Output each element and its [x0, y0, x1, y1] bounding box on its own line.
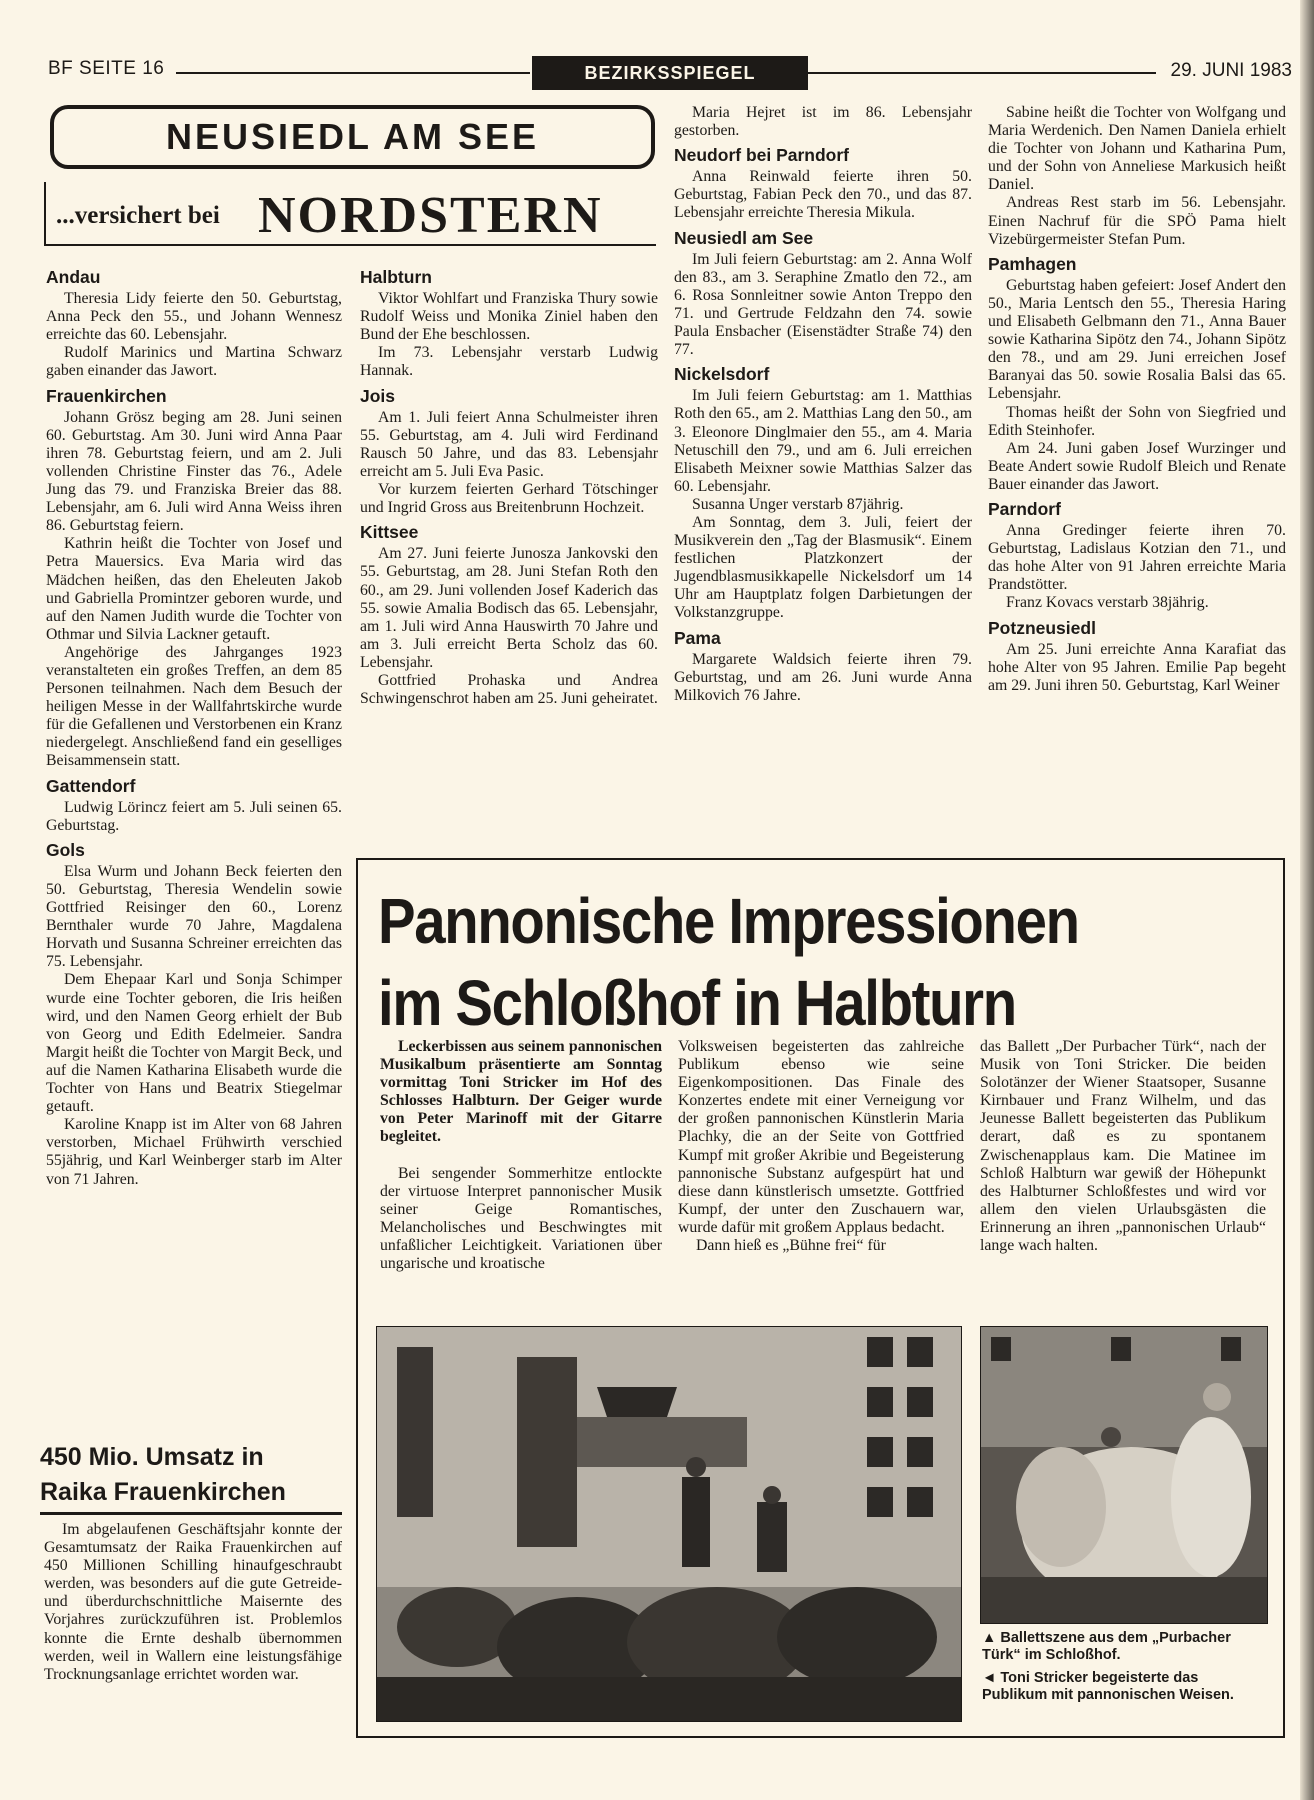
paragraph: das Ballett „Der Purbacher Türk“, nach der Musik von Toni Stricker. Die beiden Solotänzer der Wiener Staatsoper, Susanne Kirnbauer und Franz Wilhelm, und das Jeunesse Ballett begeisterten das Publikum derart, daß es zu spontanem Zwischenapplaus kam. Die Matinee im Schloß Halbturn war gewiß der Höhepunkt des Halbturner Schloßfestes und wird vor allem den vielen Urlaubsgästen die Erinnerung an ihren „pannonischen Urlaub“ lange wach halten. — [980, 1038, 1266, 1255]
region-title: NEUSIEDL AM SEE — [165, 116, 540, 157]
paragraph: Sabine heißt die Tochter von Wolfgang und Maria Werdenich. Den Namen Daniela erhielt die Tochter von Johann und Katharina Pum, und der Sohn von Anneliese Markusich heißt Daniel. — [988, 104, 1286, 194]
section-title-andau: Andau — [46, 267, 101, 287]
paragraph: Theresia Lidy feierte den 50. Geburtstag, Anna Peck den 55., und Johann Wennesz erreichte das 60. Lebensjahr. — [46, 290, 342, 344]
concert-photo-image — [377, 1327, 961, 1721]
paragraph: Bei sengender Sommerhitze entlockte der virtuose Interpret pannonischer Musik seiner Geige Romantisches, Melancholisches und Beschwingtes mit unfaßlicher Leichtigkeit. Variationen über ungarische und kroatische — [380, 1164, 662, 1273]
section-title-potzneusiedl: Potzneusiedl — [988, 617, 1096, 638]
paragraph: Dann hieß es „Bühne frei“ für — [696, 1237, 886, 1255]
paragraph: Geburtstag haben gefeiert: Josef Andert den 50., Maria Lentsch den 55., Theresia Haring und Elisabeth Gelbmann den 71., Anna Bauer sowie Katharina Sipötz den 74., Johann Sipötz den 78., und am 29. Juni erreichen Josef Baranyai das 50. sowie Rosalia Balsi das 65. Lebensjahr. — [988, 276, 1286, 403]
section-title-nickelsdorf: Nickelsdorf — [674, 364, 770, 385]
section-title-pamhagen: Pamhagen — [988, 253, 1077, 274]
paragraph: Andreas Rest starb im 56. Lebensjahr. Einen Nachruf für die SPÖ Pama hielt Vizebürgermeister Stefan Pum. — [988, 194, 1286, 248]
feature-headline-line-2: im Schloßhof in Halbturn — [378, 967, 1016, 1039]
section-title-pama: Pama — [674, 627, 721, 648]
paragraph: Anna Gredinger feierte ihren 70. Geburtstag, Ladislaus Kotzian den 71., und das hohe Alter von 91 Jahren erreichte Maria Prandstötter. — [988, 522, 1286, 594]
column-4 — [988, 104, 1286, 695]
feature-headline — [378, 880, 1079, 1044]
paragraph: Johann Grösz beging am 28. Juni seinen 60. Geburtstag. Am 30. Juni wird Anna Paar ihren 78. Geburtstag feiern, und am 2. Juli vollenden Christine Finster das 76., Adele Jung das 79. und Franziska Breier das 88. Lebensjahr, am 6. Juli wird Anna Weiss ihren 86. Geburtstag feiern. — [46, 408, 342, 535]
region-title-box — [50, 105, 655, 169]
header-rule-right — [806, 72, 1156, 74]
paragraph: Viktor Wohlfart und Franziska Thury sowie Rudolf Weiss und Monika Ziniel haben den Bund der Ehe beschlossen. — [360, 290, 658, 344]
paragraph: Vor kurzem feierten Gerhard Tötschinger und Ingrid Gross aus Breitenbrunn Hochzeit. — [360, 481, 658, 517]
section-title-gattendorf: Gattendorf — [46, 775, 136, 796]
section-title-neudorf: Neudorf bei Parndorf — [674, 145, 850, 166]
feature-column-1 — [380, 1038, 662, 1273]
raika-body — [40, 1521, 342, 1684]
section-title-gols: Gols — [46, 839, 85, 860]
page-edge — [1300, 0, 1314, 1800]
ad-tagline: ...versichert bei — [56, 202, 220, 229]
concert-photo — [376, 1326, 962, 1722]
raika-headline-2: Raika Frauenkirchen — [40, 1478, 286, 1506]
header-rule-left — [176, 72, 530, 74]
section-title-halbturn: Halbturn — [360, 267, 432, 287]
feature-headline-line-1: Pannonische Impressionen — [378, 885, 1079, 957]
section-title-parndorf: Parndorf — [988, 498, 1061, 519]
paragraph: Elsa Wurm und Johann Beck feierten den 50. Geburtstag, Theresia Wendelin sowie Gottfried Reisinger den 60., Lorenz Bernthaler wurde 70 Jahre, Magdalena Horvath und Susanna Schreiner erreichten das 75. Lebensjahr. — [46, 862, 342, 971]
section-title-frauenkirchen: Frauenkirchen — [46, 385, 167, 406]
nordstern-ad — [44, 182, 656, 246]
ballet-photo — [980, 1326, 1268, 1624]
column-2 — [360, 262, 658, 708]
paragraph: Rudolf Marinics und Martina Schwarz gaben einander das Jawort. — [46, 344, 342, 380]
ballet-photo-image — [981, 1327, 1267, 1623]
section-label-box — [532, 56, 808, 90]
feature-column-2 — [678, 1038, 964, 1255]
paragraph: Am 1. Juli feiert Anna Schulmeister ihren 55. Geburtstag, am 4. Juli wird Ferdinand Rausch 50 Jahre, und das 83. Lebensjahr erreicht am 5. Juli Eva Pasic. — [360, 408, 658, 480]
paragraph: Thomas heißt der Sohn von Siegfried und Edith Steinhofer. — [988, 403, 1286, 439]
paragraph: Am 24. Juni gaben Josef Wurzinger und Beate Andert sowie Rudolf Bleich und Renate Bauer einander das Jawort. — [988, 439, 1286, 493]
paragraph: Susanna Unger verstarb 87jährig. — [692, 495, 904, 513]
concert-caption: ◄ Toni Stricker begeisterte das Publikum mit pannonischen Weisen. — [982, 1670, 1234, 1703]
column-1 — [46, 262, 342, 1189]
page-label: BF SEITE 16 — [48, 58, 165, 79]
paragraph: Franz Kovacs verstarb 38jährig. — [1006, 594, 1209, 612]
section-label: BEZIRKSSPIEGEL — [584, 62, 756, 83]
paragraph: Margarete Waldsich feierte ihren 79. Geburtstag, und am 26. Juni wurde Anna Milkovich 76 Jahre. — [674, 650, 972, 704]
paragraph: Im abgelaufenen Geschäftsjahr konnte der Gesamtumsatz der Raika Frauenkirchen auf 450 Millionen Schilling hinaufgeschraubt werden, was besonders auf die gute Getreide- und überdurchschnittliche Maisernte des Vorjahres zurückzuführen ist. Problemlos konnte die Ernte deshalb übernommen werden, weil in Wallern eine leistungsfähige Trocknungsanlage errichtet worden war. — [44, 1521, 342, 1683]
page-date: 29. JUNI 1983 — [1170, 60, 1292, 81]
ballet-caption: ▲ Ballettszene aus dem „Purbacher Türk“ im Schloßhof. — [982, 1630, 1231, 1663]
raika-article — [40, 1440, 342, 1684]
paragraph: Dem Ehepaar Karl und Sonja Schimper wurde eine Tochter geboren, die Iris heißen wird, und den Namen Georg erhielt der Bub von Georg und Edith Edelmeier. Sandra Margit heißt die Tochter von Margit Beck, und auf die Namen Katharina Elisabeth wurde die Tochter von Hans und Beatrix Stiegelmar getauft. — [46, 971, 342, 1116]
paragraph: Volksweisen begeisterten das zahlreiche Publikum ebenso wie seine Eigenkompositionen. Das Finale des Konzertes endete mit einer Verneigung vor der großen pannonischen Künstlerin Maria Plachky, die an der Seite von Gottfried Kumpf mit großer Akribie und Begeisterung pannonische Substanz aufgespürt hat und diese dann künstlerisch umsetzte. Gottfried Kumpf, der unter den Zuschauern war, wurde dafür mit großem Applaus bedacht. — [678, 1038, 964, 1236]
paragraph: Angehörige des Jahrganges 1923 veranstalteten ein großes Treffen, an dem 85 Personen teilnahmen. Nach dem Besuch der heiligen Messe in der Wallfahrtskirche wurde für die Gefallenen und Verstorbenen ein Kranz niedergelegt. Anschließend fand ein geselliges Beisammensein statt. — [46, 643, 342, 770]
paragraph: Gottfried Prohaska und Andrea Schwingenschrot haben am 25. Juni geheiratet. — [360, 671, 658, 708]
feature-lead: Leckerbissen aus seinem pannonischen Musikalbum präsentierte am Sonntag vormittag Toni Stricker im Hof des Schlosses Halbturn. Der Geiger wurde von Peter Marinoff mit der Gitarre begleitet. — [380, 1038, 662, 1146]
paragraph: Im Juli feiern Geburtstag: am 2. Anna Wolf den 83., am 3. Seraphine Zmatlo den 72., am 6. Rosa Sonnleitner sowie Anton Treppo den 71. und Gertrude Feldzahn den 74. sowie Paula Ensbacher (Eisenstädter Straße 74) den 77. — [674, 250, 972, 359]
paragraph: Im 73. Lebensjahr verstarb Ludwig Hannak. — [360, 344, 658, 380]
section-title-neusiedl: Neusiedl am See — [674, 227, 814, 248]
paragraph: Im Juli feiern Geburtstag: am 1. Matthias Roth den 65., am 2. Matthias Lang den 50., am 3. Eleonore Dinglmaier den 55., am 4. Maria Netuschill den 79., und am 6. Juli erreichen Elisabeth Meixner sowie Matthias Salzer das 60. Lebensjahr. — [674, 387, 972, 495]
paragraph: Ludwig Lörincz feiert am 5. Juli seinen 65. Geburtstag. — [46, 798, 342, 834]
section-title-jois: Jois — [360, 385, 396, 406]
raika-headline-1: 450 Mio. Umsatz in — [40, 1443, 264, 1471]
paragraph: Anna Reinwald feierte ihren 50. Geburtstag, Fabian Peck den 70., und das 87. Lebensjahr erreichte Theresia Mikula. — [674, 168, 972, 222]
paragraph: Maria Hejret ist im 86. Lebensjahr gestorben. — [674, 104, 972, 140]
raika-rule — [40, 1512, 342, 1515]
paragraph: Am 25. Juni erreichte Anna Karafiat das hohe Alter von 95 Jahren. Emilie Pap begeht am 29. Juni ihren 50. Geburtstag, Karl Weiner — [988, 640, 1286, 694]
ad-brand: NORDSTERN — [258, 187, 603, 244]
section-title-kittsee: Kittsee — [360, 522, 419, 543]
feature-column-3 — [980, 1038, 1266, 1255]
paragraph: Kathrin heißt die Tochter von Josef und Petra Mauersics. Eva Maria wird das Mädchen heißen, das den Eheleuten Jakob und Gabriella Promintzer geboren wurde, und auf den Namen Judith wurde die Tochter von Othmar und Silvia Lackner getauft. — [46, 535, 342, 643]
paragraph: Am 27. Juni feierte Junosza Jankovski den 55. Geburtstag, am 28. Juni Stefan Roth den 60., am 29. Juni vollenden Josef Kaderich das 55. sowie Amalia Bodisch das 65. Lebensjahr, am 1. Juli wird Anna Hauswirth 70 Jahre und am 3. Juli erreicht Berta Scholz das 60. Lebensjahr. — [360, 545, 658, 671]
paragraph: Karoline Knapp ist im Alter von 68 Jahren verstorben, Michael Frühwirth verschied 55jährig, und Karl Weinberger starb im Alter von 71 Jahren. — [46, 1116, 342, 1188]
column-3 — [674, 104, 972, 705]
paragraph: Am Sonntag, dem 3. Juli, feiert der Musikverein den „Tag der Blasmusik“. Einem festlichen Platzkonzert der Jugendblasmusikkapelle Nickelsdorf um 14 Uhr am Hauptplatz folgen Darbietungen der Volkstanzgruppe. — [674, 513, 972, 622]
